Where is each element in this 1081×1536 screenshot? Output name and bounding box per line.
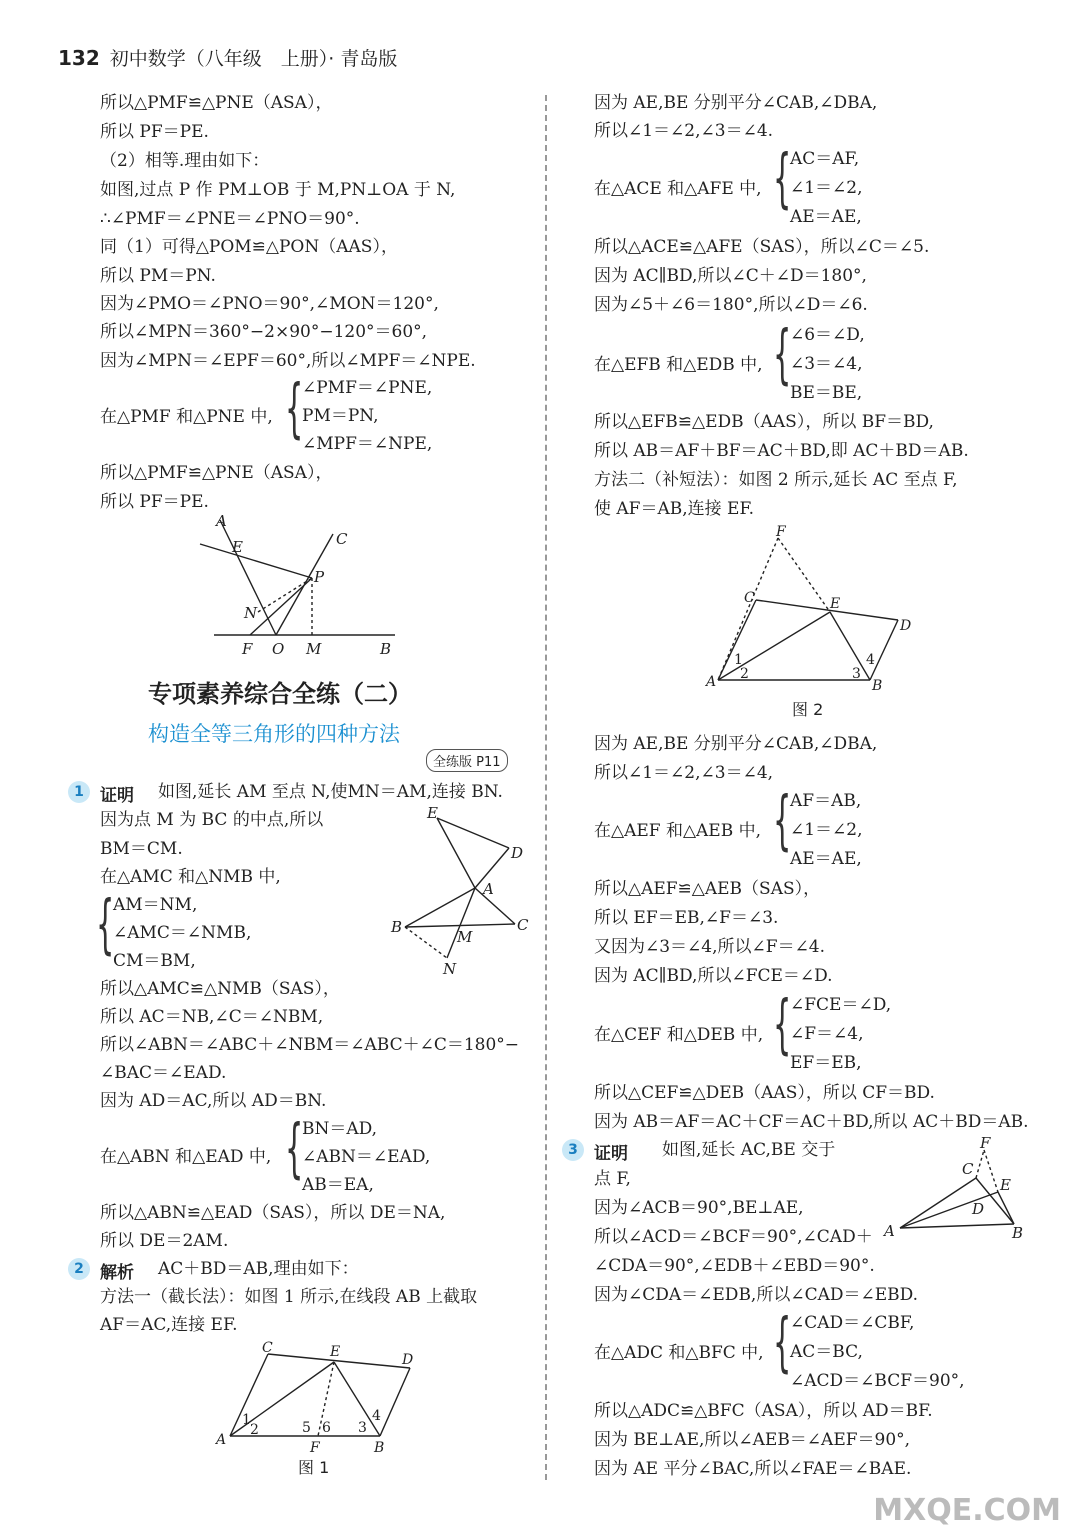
label-c: C (517, 916, 529, 934)
line-ep (200, 544, 312, 578)
reference-badge: 全练版 P11 (426, 749, 508, 772)
brace-line: ∠6＝∠D, (790, 325, 865, 345)
label-c: C (336, 530, 348, 548)
label-f: F (980, 1134, 991, 1152)
brace: { (285, 1112, 304, 1186)
label-o: O (272, 640, 285, 658)
text-line: AF＝AC,连接 EF. (100, 1315, 238, 1335)
line-an (447, 888, 475, 958)
brace: { (773, 988, 792, 1062)
text-line: 所以△AEF≌△AEB（SAS）， (594, 879, 821, 899)
brace-line: ∠1＝∠2, (790, 178, 863, 198)
text-line: 因为 AE 平分∠BAC,所以∠FAE＝∠BAE. (594, 1459, 912, 1479)
text-line: 因为 BE⊥AE,所以∠AEB＝∠AEF＝90°, (594, 1430, 911, 1450)
text-line: 如图,延长 AC,BE 交于 (662, 1140, 836, 1160)
angle-1: 1 (242, 1412, 251, 1428)
angle-2: 2 (250, 1422, 259, 1438)
text-line: 因为 AB＝AF＝AC＋CF＝AC＋BD,所以 AC＋BD＝AB. (594, 1112, 1029, 1132)
label-p: P (314, 568, 325, 586)
brace-line: AM＝NM, (113, 895, 198, 915)
brace-line: EF＝EB, (790, 1053, 862, 1073)
brace-line: ∠CAD＝∠CBF, (790, 1313, 915, 1333)
text-line: BM＝CM. (100, 839, 183, 859)
brace-prefix: 在△ADC 和△BFC 中, (594, 1343, 764, 1363)
text-line: 在△AMC 和△NMB 中, (100, 867, 281, 887)
geometry-figure-q3 (880, 1132, 1030, 1242)
angle-3: 3 (358, 1420, 367, 1436)
text-line: 方法二（补短法）：如图 2 所示,延长 AC 至点 F, (594, 470, 958, 490)
brace: { (773, 142, 792, 216)
text-line: ∴∠PMF＝∠PNE＝∠PNO＝90°. (100, 209, 360, 229)
line-db (870, 620, 898, 680)
text-line: 因为 AE,BE 分别平分∠CAB,∠DBA, (594, 93, 878, 113)
label-e: E (427, 804, 438, 822)
label-d: D (900, 618, 912, 634)
brace-line: AC＝BC, (790, 1342, 863, 1362)
brace-line: ∠PMF＝∠PNE, (302, 378, 433, 398)
brace-prefix: 在△CEF 和△DEB 中, (594, 1025, 764, 1045)
label-b: B (872, 678, 883, 694)
brace-line: AE＝AE, (790, 849, 862, 869)
column-divider (545, 95, 547, 1480)
label-a: A (884, 1222, 895, 1240)
text-line: 因为 AE,BE 分别平分∠CAB,∠DBA, (594, 734, 878, 754)
text-line: 因为 AD＝AC,所以 AD＝BN. (100, 1091, 327, 1111)
label-m: M (457, 928, 473, 946)
q2-keyword: 解析 (100, 1263, 134, 1283)
text-line: 如图,延长 AM 至点 N,使MN＝AM,连接 BN. (158, 782, 503, 802)
label-e: E (830, 596, 841, 612)
line-fa (718, 538, 778, 680)
text-line: 所以△EFB≌△EDB（AAS），所以 BF＝BD, (594, 412, 934, 432)
geometry-figure-q1 (385, 800, 535, 980)
label-b: B (1012, 1224, 1024, 1242)
text-line: 所以△ACE≌△AFE（SAS），所以∠C＝∠5. (594, 237, 930, 257)
line-ac (900, 1178, 976, 1228)
label-c: C (744, 590, 755, 606)
text-line: 因为∠PMO＝∠PNO＝90°,∠MON＝120°, (100, 294, 439, 314)
text-line: 所以△ABN≌△EAD（SAS），所以 DE＝NA, (100, 1203, 446, 1223)
text-line: 所以 EF＝EB,∠F＝∠3. (594, 908, 779, 928)
text-line: 所以∠MPN＝360°−2×90°−120°＝60°, (100, 322, 428, 342)
brace-line: AF＝AB, (790, 791, 862, 811)
brace-line: ∠ABN＝∠EAD, (302, 1147, 431, 1167)
line-eb (830, 612, 870, 680)
text-line: 所以△AMC≌△NMB（SAS）， (100, 979, 340, 999)
page-number: 132 (58, 46, 100, 70)
brace-prefix: 在△AEF 和△AEB 中, (594, 821, 762, 841)
text-line: ∠CDA＝90°,∠EDB＋∠EBD＝90°. (594, 1256, 875, 1276)
label-n: N (244, 604, 258, 622)
brace-line: ∠1＝∠2, (790, 820, 863, 840)
text-line: 点 F, (594, 1169, 631, 1189)
text-line: 因为 AC∥BD,所以∠C＋∠D＝180°, (594, 266, 867, 286)
line-cd (756, 600, 898, 620)
section-subtitle: 构造全等三角形的四种方法 (148, 722, 400, 746)
line-ea (437, 818, 475, 888)
label-a: A (483, 880, 494, 898)
label-b: B (374, 1440, 385, 1456)
brace-prefix: 在△EFB 和△EDB 中, (594, 355, 763, 375)
text-line: 因为∠5＋∠6＝180°,所以∠D＝∠6. (594, 295, 868, 315)
text-line: 所以 DE＝2AM. (100, 1231, 229, 1251)
label-d: D (402, 1352, 414, 1368)
text-line: 因为∠ACB＝90°,BE⊥AE, (594, 1198, 804, 1218)
brace-line: ∠ACD＝∠BCF＝90°, (790, 1371, 965, 1391)
label-f: F (776, 524, 786, 540)
angle-5: 5 (302, 1420, 311, 1436)
brace-line: ∠3＝∠4, (790, 354, 863, 374)
text-line: 所以∠ABN＝∠ABC＋∠NBM＝∠ABC＋∠C＝180°− (100, 1035, 520, 1055)
brace-line: AE＝AE, (790, 207, 862, 227)
brace-prefix: 在△ABN 和△EAD 中, (100, 1147, 272, 1167)
brace-line: AC＝AF, (790, 149, 860, 169)
brace-line: ∠FCE＝∠D, (790, 995, 892, 1015)
brace-line: BE＝BE, (790, 383, 863, 403)
line-cf (976, 1150, 984, 1178)
text-line: 所以 AC＝NB,∠C＝∠NBM, (100, 1007, 324, 1027)
brace-line: PM＝PN, (302, 406, 379, 426)
figure-caption-2: 图 2 (792, 700, 824, 719)
brace-line: ∠F＝∠4, (790, 1024, 864, 1044)
label-c: C (262, 1340, 273, 1356)
section-title: 专项素养综合全练（二） (148, 680, 412, 708)
label-a: A (216, 512, 227, 530)
brace-prefix: 在△ACE 和△AFE 中, (594, 179, 762, 199)
label-a: A (216, 1432, 227, 1448)
text-line: 使 AF＝AB,连接 EF. (594, 499, 755, 519)
book-title: 初中数学（八年级 上册）· 青岛版 (109, 48, 398, 70)
text-line: 所以△CEF≌△DEB（AAS），所以 CF＝BD. (594, 1083, 935, 1103)
geometry-figure-1 (210, 1338, 430, 1458)
angle-1: 1 (734, 652, 743, 668)
line-fe (984, 1150, 998, 1192)
text-line: 所以 PF＝PE. (100, 122, 209, 142)
text-line: 方法一（截长法）：如图 1 所示,在线段 AB 上截取 (100, 1287, 478, 1307)
label-n: N (443, 960, 457, 978)
watermark: MXQE.COM (873, 1493, 1061, 1528)
line-eb (334, 1362, 380, 1436)
brace-line: CM＝BM, (113, 951, 196, 971)
text-line: 所以△PMF≌△PNE（ASA）， (100, 463, 333, 483)
brace-line: AB＝EA, (302, 1175, 374, 1195)
brace: { (773, 318, 792, 392)
label-a: A (706, 674, 717, 690)
q1-keyword: 证明 (100, 786, 134, 806)
text-line: 因为∠CDA＝∠EDB,所以∠CAD＝∠EBD. (594, 1285, 919, 1305)
label-b: B (391, 918, 403, 936)
angle-6: 6 (322, 1420, 331, 1436)
text-line: AC＋BD＝AB,理由如下： (158, 1259, 359, 1279)
text-line: 又因为∠3＝∠4,所以∠F＝∠4. (594, 937, 826, 957)
brace: { (773, 1306, 792, 1380)
text-line: 因为点 M 为 BC 的中点,所以 (100, 810, 324, 830)
text-line: 所以∠1＝∠2,∠3＝∠4, (594, 763, 774, 783)
text-line: ∠BAC＝∠EAD. (100, 1063, 227, 1083)
question-number-3: 3 (562, 1139, 584, 1161)
page-header (58, 44, 397, 71)
q3-keyword: 证明 (594, 1144, 628, 1164)
label-e: E (232, 538, 243, 556)
line-ab (900, 1224, 1014, 1228)
geometry-figure-2 (700, 520, 925, 695)
text-line: 所以 AB＝AF＋BF＝AC＋BD,即 AC＋BD＝AB. (594, 441, 969, 461)
brace-line: ∠MPF＝∠NPE, (302, 434, 433, 454)
angle-4: 4 (866, 652, 875, 668)
brace: { (96, 888, 115, 962)
label-e: E (1000, 1176, 1011, 1194)
text-line: 同（1）可得△POM≌△PON（AAS）， (100, 237, 398, 257)
figure-caption-1: 图 1 (298, 1458, 330, 1477)
label-c: C (962, 1160, 974, 1178)
text-line: 所以∠ACD＝∠BCF＝90°,∠CAD＋ (594, 1227, 873, 1247)
label-e: E (330, 1344, 341, 1360)
text-line: 所以∠1＝∠2,∠3＝∠4. (594, 121, 774, 141)
text-line: 因为∠MPN＝∠EPF＝60°,所以∠MPF＝∠NPE. (100, 351, 476, 371)
label-d: D (972, 1200, 985, 1218)
line-bn (405, 927, 447, 958)
line-ba (405, 888, 475, 927)
text-line: 如图,过点 P 作 PM⊥OB 于 M,PN⊥OA 于 N, (100, 180, 456, 200)
text-line: 所以 PM＝PN. (100, 266, 216, 286)
question-number-2: 2 (68, 1258, 90, 1280)
label-d: D (511, 844, 524, 862)
brace-prefix: 在△PMF 和△PNE 中, (100, 407, 273, 427)
line-ac (475, 888, 515, 924)
line-pn (258, 578, 312, 612)
geometry-figure-pmf (190, 510, 410, 660)
question-number-1: 1 (68, 781, 90, 803)
label-m: M (306, 640, 322, 658)
line-db (380, 1368, 410, 1436)
text-line: 所以 PF＝PE. (100, 492, 209, 512)
angle-3: 3 (852, 666, 861, 682)
text-line: 所以△ADC≌△BFC（ASA），所以 AD＝BF. (594, 1401, 933, 1421)
text-line: 因为 AC∥BD,所以∠FCE＝∠D. (594, 966, 833, 986)
line-fe (778, 538, 830, 612)
line-ed (437, 818, 509, 848)
label-f: F (310, 1440, 320, 1456)
angle-2: 2 (740, 666, 749, 682)
brace: { (285, 372, 304, 446)
text-line: 所以△PMF≌△PNE（ASA）， (100, 93, 333, 113)
label-f: F (242, 640, 253, 658)
angle-4: 4 (372, 1408, 381, 1424)
brace: { (773, 784, 792, 858)
label-b: B (380, 640, 392, 658)
brace-line: ∠AMC＝∠NMB, (113, 923, 252, 943)
text-line: （2）相等.理由如下： (100, 151, 270, 171)
brace-line: BN＝AD, (302, 1119, 378, 1139)
